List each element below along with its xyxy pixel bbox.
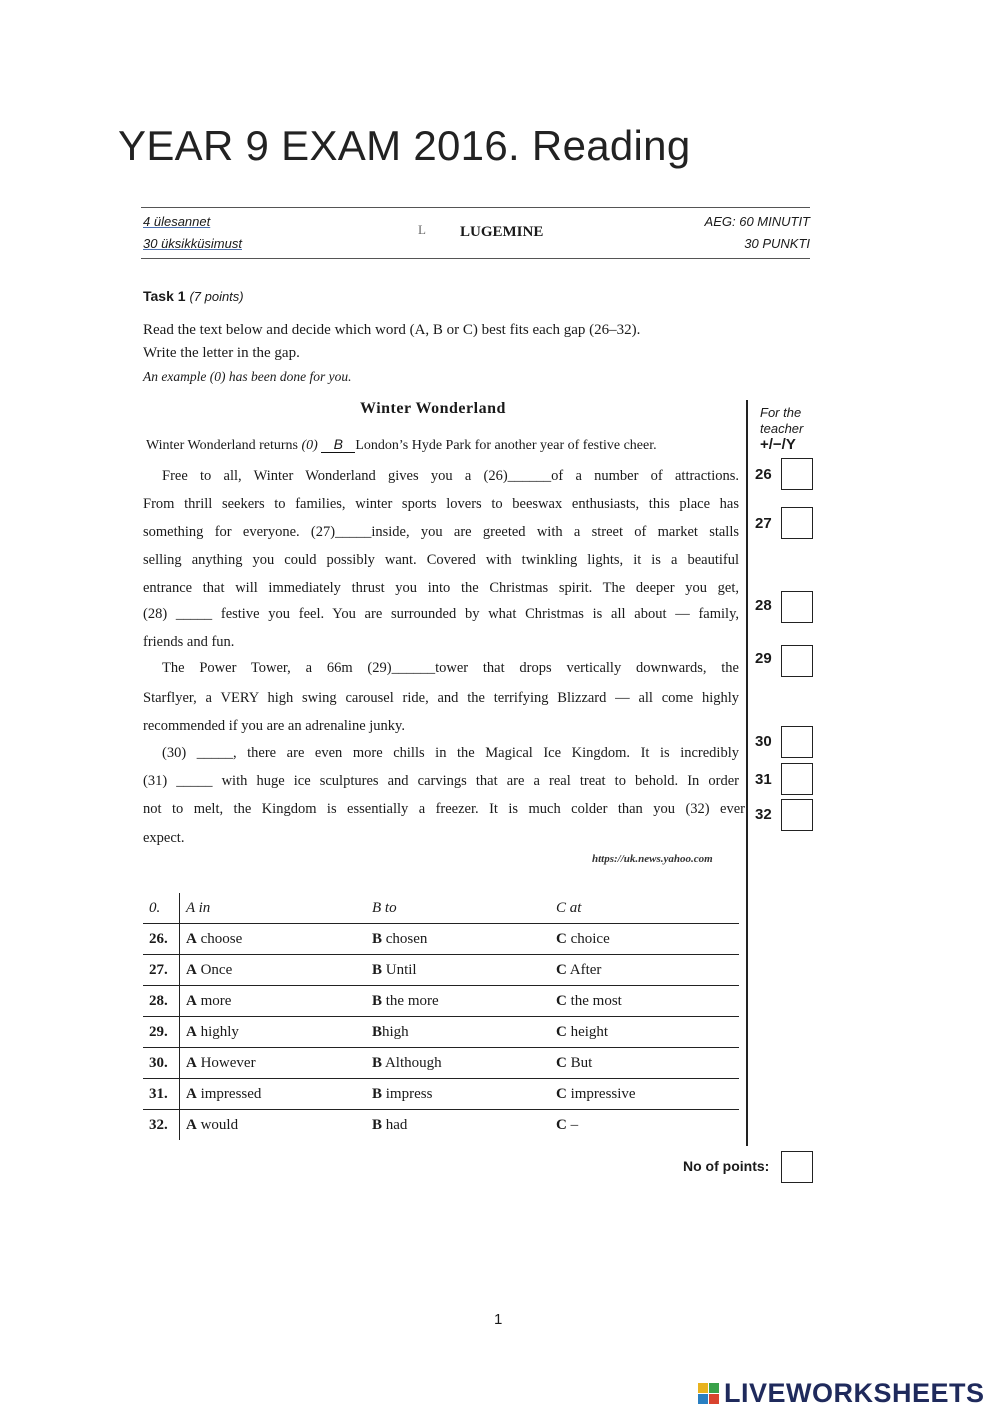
option-c: C But: [550, 1048, 739, 1079]
option-a: A impressed: [180, 1079, 367, 1110]
option-c: C height: [550, 1017, 739, 1048]
header-time: AEG: 60 MINUTIT: [704, 214, 810, 229]
passage-line: friends and fun.: [143, 634, 235, 650]
teacher-score-key: +/−/Y: [760, 436, 796, 453]
answer-number: 28: [755, 597, 772, 614]
option-b: B the more: [366, 986, 550, 1017]
points-total-box[interactable]: [781, 1151, 813, 1183]
header-top-rule: [141, 207, 810, 208]
passage-line: (28) _____ festive you feel. You are surrounded by what Christmas is all about — family,: [143, 606, 739, 622]
example-answer: B: [321, 436, 355, 453]
options-row: [143, 986, 739, 1017]
header-tasks-count: 4 ülesannet: [143, 214, 211, 229]
teacher-label: For the teacher: [760, 405, 804, 436]
options-table: [143, 893, 739, 1140]
answer-box-30[interactable]: [781, 726, 813, 758]
option-number: 28.: [143, 986, 180, 1017]
task-heading: [143, 288, 244, 304]
passage-line: entrance that will immediately thrust you into the Christmas spirit. The deeper you get,: [143, 580, 739, 596]
answer-number: 31: [755, 771, 772, 788]
answer-box-28[interactable]: [781, 591, 813, 623]
passage-line: From thrill seekers to families, winter sports lovers to beeswax enthusiasts, this place has: [143, 496, 739, 512]
option-c: C impressive: [550, 1079, 739, 1110]
points-label: No of points:: [683, 1158, 770, 1174]
option-a: A Once: [180, 955, 367, 986]
option-b: B had: [372, 1116, 408, 1133]
liveworksheets-icon: [698, 1383, 720, 1405]
options-row: [143, 955, 739, 986]
answer-number: 30: [755, 733, 772, 750]
option-c: C –: [556, 1116, 579, 1133]
header-bottom-rule: [141, 258, 810, 259]
option-a: A choose: [180, 924, 367, 955]
option-c: C the most: [550, 986, 739, 1017]
answer-box-29[interactable]: [781, 645, 813, 677]
option-a: A However: [180, 1048, 367, 1079]
answer-number: 29: [755, 650, 772, 667]
source-link: https://uk.news.yahoo.com: [592, 853, 713, 865]
answer-number: 26: [755, 466, 772, 483]
option-number: 31.: [143, 1079, 180, 1110]
brand-name: LIVEWORKSHEETS: [724, 1378, 985, 1408]
options-row: [143, 1017, 739, 1048]
header-questions-count: 30 üksikküsimust: [143, 236, 242, 251]
header-points: 30 PUNKTI: [744, 236, 810, 251]
passage-title: Winter Wonderland: [360, 400, 506, 417]
teacher-column-divider: [746, 400, 748, 1146]
option-number: 29.: [143, 1017, 180, 1048]
task-points: (7 points): [189, 289, 244, 304]
option-number: 32.: [143, 1110, 180, 1141]
page-title: YEAR 9 EXAM 2016. Reading: [118, 122, 691, 169]
example-sentence: Winter Wonderland returns (0) B London’s Hyde Park for another year of festive cheer.: [146, 436, 657, 453]
options-row: [143, 1079, 739, 1110]
option-a: A highly: [180, 1017, 367, 1048]
passage-line: selling anything you could possibly want. Covered with twinkling lights, it is a beautiful: [143, 552, 739, 568]
instruction-line: Read the text below and decide which word (A, B or C) best fits each gap (26–32).: [143, 322, 641, 338]
passage-line: recommended if you are an adrenaline junky.: [143, 718, 405, 734]
option-number: 27.: [143, 955, 180, 986]
example-number: (0): [301, 438, 318, 453]
option-a: A more: [180, 986, 367, 1017]
passage-line: The Power Tower, a 66m (29)______tower that drops vertically downwards, the: [162, 660, 739, 676]
option-a: A would: [186, 1116, 239, 1133]
option-b: B to: [366, 893, 550, 924]
passage-line: expect.: [143, 830, 185, 846]
option-a: A in: [180, 893, 367, 924]
option-c: C at: [550, 893, 739, 924]
passage-line: something for everyone. (27)_____inside, you are greeted with a street of market stalls: [143, 524, 739, 540]
option-number: 0.: [143, 893, 180, 924]
option-c: C After: [550, 955, 739, 986]
page-number: 1: [494, 1311, 503, 1328]
answer-box-27[interactable]: [781, 507, 813, 539]
options-example-row: [143, 893, 739, 924]
option-number: 26.: [143, 924, 180, 955]
passage-line: not to melt, the Kingdom is essentially a freezer. It is much colder than you (32) ever: [143, 801, 745, 817]
option-c: C choice: [550, 924, 739, 955]
options-row: [143, 924, 739, 955]
passage-line: Starflyer, a VERY high swing carousel ride, and the terrifying Blizzard — all come highly: [143, 690, 739, 706]
instruction-line: Write the letter in the gap.: [143, 345, 300, 361]
option-b: B impress: [366, 1079, 550, 1110]
answer-box-26[interactable]: [781, 458, 813, 490]
passage-line: (30) _____, there are even more chills in the Magical Ice Kingdom. It is incredibly: [162, 745, 739, 761]
option-b: B Although: [366, 1048, 550, 1079]
answer-box-31[interactable]: [781, 763, 813, 795]
options-row: [143, 1110, 739, 1141]
task-label: Task 1: [143, 288, 186, 304]
option-b: Bhigh: [366, 1017, 550, 1048]
passage-line: (31) _____ with huge ice sculptures and carvings that are a real treat to behold. In order: [143, 773, 739, 789]
option-b: B Until: [366, 955, 550, 986]
passage-line: Free to all, Winter Wonderland gives you a (26)______of a number of attractions.: [162, 468, 739, 484]
brand-logo: [698, 1378, 985, 1409]
answer-number: 27: [755, 515, 772, 532]
option-number: 30.: [143, 1048, 180, 1079]
option-b: B chosen: [366, 924, 550, 955]
header-mark: L: [418, 222, 426, 237]
options-row: [143, 1048, 739, 1079]
answer-number: 32: [755, 806, 772, 823]
answer-box-32[interactable]: [781, 799, 813, 831]
instruction-example-note: An example (0) has been done for you.: [143, 369, 352, 384]
header-section: LUGEMINE: [460, 224, 544, 240]
